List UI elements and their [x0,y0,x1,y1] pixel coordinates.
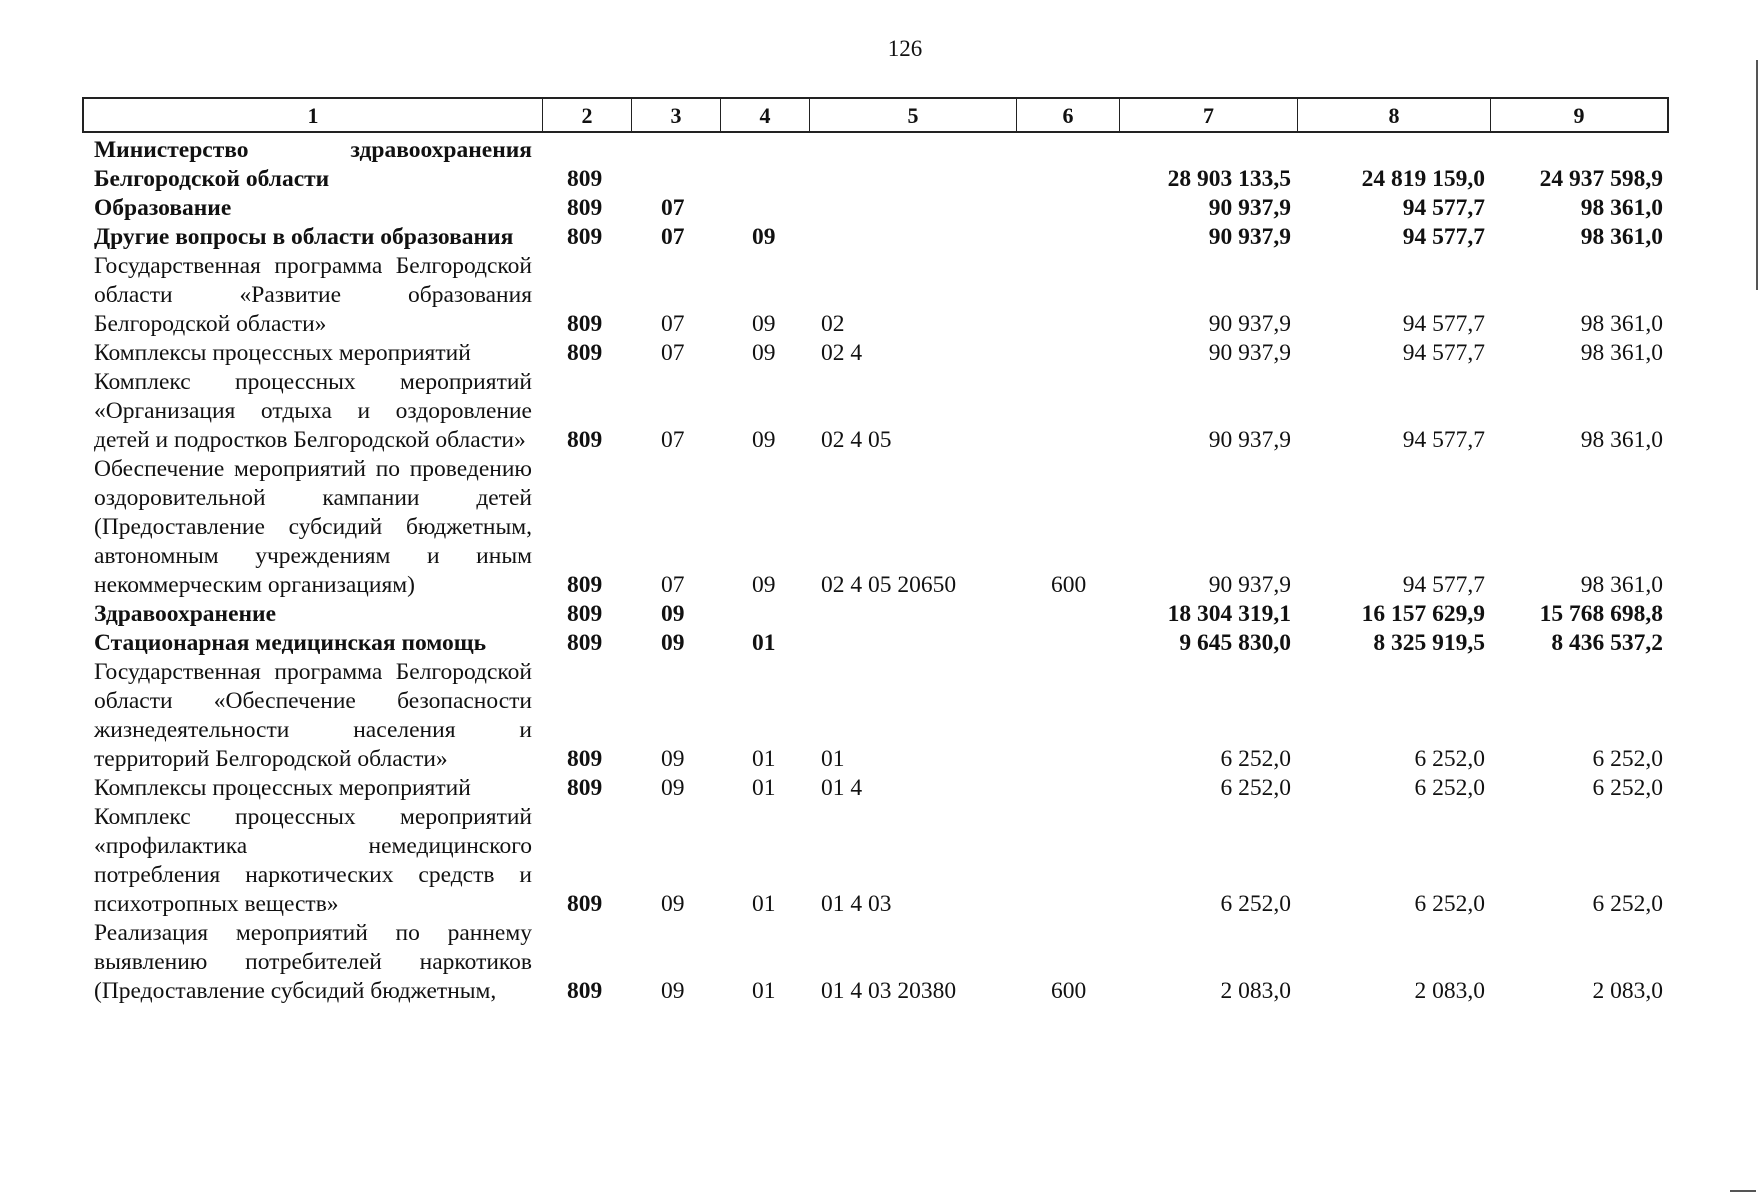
scan-edge-mark [1756,60,1758,290]
table-row [0,774,1760,803]
row-col-7: 6 252,0 [1220,775,1291,801]
row-col-8: 94 577,7 [1402,224,1485,250]
row-col-2: 809 [567,195,603,221]
row-col-2: 809 [567,978,603,1004]
header-col-7: 7 [1119,99,1297,131]
row-col-7: 90 937,9 [1208,195,1291,221]
row-col-8: 94 577,7 [1402,195,1485,221]
row-col-7: 18 304 319,1 [1167,601,1291,627]
row-col-2: 809 [567,572,603,598]
row-description: Комплексы процессных мероприятий [94,340,471,366]
table-row [0,629,1760,658]
row-col-8: 94 577,7 [1402,311,1485,337]
row-col-8: 8 325 919,5 [1373,630,1485,656]
table-row [0,658,1760,774]
row-col-8: 24 819 159,0 [1361,166,1485,192]
row-col-5: 01 4 03 [821,891,892,917]
row-col-9: 98 361,0 [1580,224,1663,250]
row-description: Образование [94,195,232,221]
table-row [0,339,1760,368]
row-description: Комплекс процессных мероприятий «Организация отдыха и оздоровление детей и подростков Белгородской области» [94,369,532,453]
row-description: Комплексы процессных мероприятий [94,775,471,801]
row-col-4: 01 [752,746,776,772]
row-col-4: 01 [752,630,776,656]
row-col-8: 94 577,7 [1402,572,1485,598]
row-col-7: 90 937,9 [1208,224,1291,250]
header-col-1: 1 [307,103,319,128]
row-col-8: 16 157 629,9 [1361,601,1485,627]
row-col-7: 90 937,9 [1208,340,1291,366]
row-col-9: 98 361,0 [1580,340,1663,366]
row-col-8: 2 083,0 [1414,978,1485,1004]
row-col-4: 01 [752,891,776,917]
row-col-9: 6 252,0 [1592,775,1663,801]
header-col-6: 6 [1016,99,1119,131]
row-col-3: 09 [661,601,685,627]
row-col-2: 809 [567,311,603,337]
row-col-2: 809 [567,891,603,917]
row-col-8: 94 577,7 [1402,340,1485,366]
row-col-4: 09 [752,340,776,366]
row-description: Государственная программа Белгородской области «Развитие образования Белгородской области» [94,253,532,337]
row-col-3: 07 [661,195,685,221]
row-col-4: 09 [752,572,776,598]
row-col-3: 09 [661,891,685,917]
row-col-7: 90 937,9 [1208,427,1291,453]
row-col-8: 6 252,0 [1414,746,1485,772]
row-col-5: 02 4 05 20650 [821,572,957,598]
row-col-7: 28 903 133,5 [1167,166,1291,192]
row-col-6: 600 [1051,978,1087,1004]
row-col-3: 09 [661,978,685,1004]
row-col-9: 98 361,0 [1580,311,1663,337]
row-col-3: 07 [661,311,685,337]
header-col-3: 3 [631,99,720,131]
row-col-9: 8 436 537,2 [1551,630,1663,656]
row-col-3: 09 [661,630,685,656]
row-col-5: 01 4 [821,775,863,801]
row-col-6: 600 [1051,572,1087,598]
header-col-5: 5 [809,99,1016,131]
row-description: Комплекс процессных мероприятий «профилактика немедицинского потребления наркотических средств и психотропных веществ» [94,804,532,917]
header-col-9: 9 [1490,99,1667,131]
row-col-2: 809 [567,630,603,656]
table-row [0,600,1760,629]
table-row [0,223,1760,252]
row-col-2: 809 [567,746,603,772]
row-col-7: 2 083,0 [1220,978,1291,1004]
table-row [0,252,1760,339]
row-description: Министерство здравоохранения Белгородской области [94,137,532,192]
row-col-3: 07 [661,572,685,598]
header-col-8: 8 [1297,99,1490,131]
row-description: Обеспечение мероприятий по проведению оздоровительной кампании детей (Предоставление субсидий бюджетным, автономным учреждениям и иным некоммерческим организациям) [94,456,532,598]
row-description: Другие вопросы в области образования [94,224,514,250]
row-col-3: 07 [661,224,685,250]
row-col-5: 01 [821,746,845,772]
row-col-2: 809 [567,601,603,627]
row-col-9: 6 252,0 [1592,891,1663,917]
row-col-7: 9 645 830,0 [1179,630,1291,656]
table-row [0,136,1760,194]
row-col-2: 809 [567,775,603,801]
table-row [0,919,1760,1006]
row-description: Государственная программа Белгородской области «Обеспечение безопасности жизнедеятельности населения и территорий Белгородской области» [94,659,532,772]
row-col-9: 98 361,0 [1580,195,1663,221]
row-col-4: 01 [752,978,776,1004]
header-col-4: 4 [720,99,809,131]
row-col-3: 07 [661,340,685,366]
row-col-4: 09 [752,427,776,453]
row-col-7: 6 252,0 [1220,746,1291,772]
row-col-2: 809 [567,427,603,453]
table-row [0,368,1760,455]
row-col-5: 02 [821,311,845,337]
row-col-9: 2 083,0 [1592,978,1663,1004]
row-col-9: 15 768 698,8 [1539,601,1663,627]
row-description: Здравоохранение [94,601,277,627]
row-col-7: 90 937,9 [1208,311,1291,337]
row-col-4: 09 [752,311,776,337]
row-col-9: 98 361,0 [1580,427,1663,453]
row-col-3: 09 [661,775,685,801]
table-row [0,803,1760,919]
header-col-2: 2 [542,99,631,131]
row-col-4: 09 [752,224,776,250]
row-col-5: 02 4 [821,340,863,366]
table-row [0,194,1760,223]
row-col-5: 02 4 05 [821,427,892,453]
row-col-9: 6 252,0 [1592,746,1663,772]
row-col-3: 09 [661,746,685,772]
row-col-9: 98 361,0 [1580,572,1663,598]
row-col-8: 6 252,0 [1414,775,1485,801]
scan-edge-dash [1730,1190,1756,1192]
row-col-9: 24 937 598,9 [1539,166,1663,192]
table-row [0,455,1760,600]
row-description: Стационарная медицинская помощь [94,630,486,656]
row-col-2: 809 [567,224,603,250]
row-col-8: 6 252,0 [1414,891,1485,917]
row-description: Реализация мероприятий по раннему выявлению потребителей наркотиков (Предоставление субсидий бюджетным, [94,920,532,1004]
row-col-2: 809 [567,166,603,192]
row-col-2: 809 [567,340,603,366]
row-col-8: 94 577,7 [1402,427,1485,453]
row-col-3: 07 [661,427,685,453]
row-col-5: 01 4 03 20380 [821,978,957,1004]
row-col-4: 01 [752,775,776,801]
page-number: 126 [887,36,923,61]
row-col-7: 90 937,9 [1208,572,1291,598]
table-header [82,97,1669,133]
table-body [0,136,1760,1006]
row-col-7: 6 252,0 [1220,891,1291,917]
